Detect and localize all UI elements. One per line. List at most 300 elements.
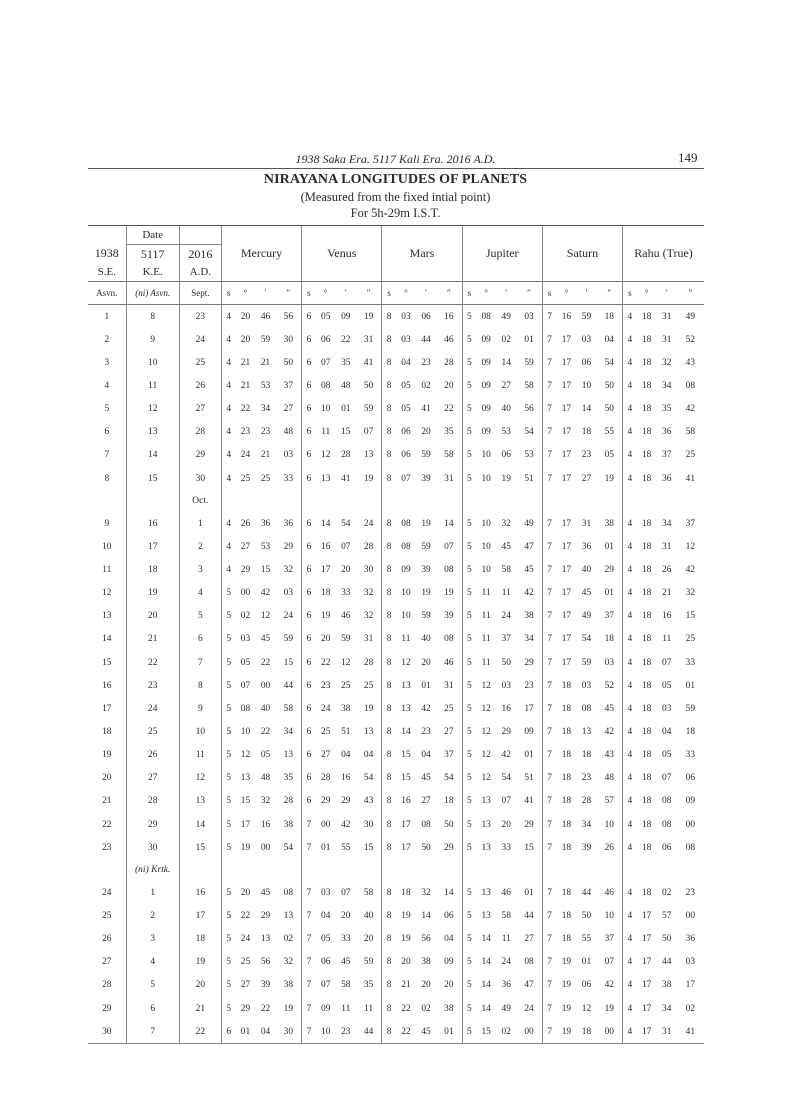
value-cell: 7 bbox=[302, 836, 316, 859]
value-cell: 5 bbox=[462, 512, 476, 535]
date-cell: 15 bbox=[126, 467, 179, 490]
value-cell: 7 bbox=[542, 974, 556, 997]
blank-cell bbox=[316, 490, 336, 512]
value-cell: 01 bbox=[421, 680, 431, 691]
value-cell: 11 bbox=[481, 611, 491, 622]
value-cell: 28 bbox=[363, 657, 374, 668]
unit-symbol: ° bbox=[476, 282, 496, 305]
value-cell: 38 bbox=[444, 1003, 454, 1014]
value-cell: 44 bbox=[581, 887, 592, 898]
blank-cell bbox=[396, 490, 416, 512]
date-cell: 12 bbox=[126, 398, 179, 421]
value-cell: 11 bbox=[341, 1003, 351, 1014]
value-cell: 17 bbox=[561, 334, 572, 345]
value-cell: 6 bbox=[302, 558, 316, 581]
value-cell: 25 bbox=[444, 703, 454, 714]
blank-cell bbox=[302, 263, 382, 282]
value-cell: 03 bbox=[581, 334, 592, 345]
table-row bbox=[88, 904, 704, 927]
value-cell: 16 bbox=[401, 796, 411, 807]
blank-cell bbox=[302, 226, 382, 245]
table-row bbox=[88, 997, 704, 1020]
value-cell: 34 bbox=[283, 726, 294, 737]
value-cell: 18 bbox=[641, 887, 652, 898]
value-cell: 47 bbox=[524, 980, 534, 991]
value-cell: 27 bbox=[283, 404, 294, 415]
value-cell: 18 bbox=[641, 380, 652, 391]
value-cell: 29 bbox=[604, 564, 614, 575]
page-title: NIRAYANA LONGITUDES OF PLANETS bbox=[263, 172, 528, 187]
date-cell: 6 bbox=[104, 427, 110, 438]
unit-symbol: ° bbox=[637, 282, 657, 305]
value-cell: 37 bbox=[662, 450, 672, 461]
date-cell: 25 bbox=[102, 910, 112, 921]
value-cell: 32 bbox=[363, 611, 374, 622]
planet-header: Mercury bbox=[221, 245, 301, 264]
blank-cell bbox=[623, 263, 704, 282]
value-cell: 10 bbox=[240, 726, 251, 737]
unit-symbol: s bbox=[462, 282, 476, 305]
date-cell: 28 bbox=[179, 421, 221, 444]
value-cell: 01 bbox=[604, 588, 614, 599]
value-cell: 18 bbox=[641, 842, 652, 853]
value-cell: 10 bbox=[581, 380, 592, 391]
unit-symbol: ′ bbox=[657, 282, 677, 305]
value-cell: 50 bbox=[604, 404, 614, 415]
value-cell: 13 bbox=[260, 934, 271, 945]
value-cell: 48 bbox=[283, 427, 294, 438]
value-cell: 4 bbox=[221, 558, 235, 581]
value-cell: 42 bbox=[685, 564, 696, 575]
table-row bbox=[88, 813, 704, 836]
value-cell: 46 bbox=[501, 887, 511, 898]
value-cell: 13 bbox=[481, 887, 491, 898]
value-cell: 44 bbox=[662, 957, 672, 968]
value-cell: 55 bbox=[604, 427, 614, 438]
value-cell: 01 bbox=[436, 1020, 462, 1044]
value-cell: 5 bbox=[462, 628, 476, 651]
value-cell: 18 bbox=[641, 611, 652, 622]
value-cell: 6 bbox=[302, 582, 316, 605]
value-cell: 50 bbox=[363, 380, 374, 391]
date-cell: 15 bbox=[179, 836, 221, 859]
value-cell: 7 bbox=[542, 421, 556, 444]
value-cell: 59 bbox=[260, 334, 271, 345]
value-cell: 8 bbox=[382, 720, 396, 743]
date-cell: 24 bbox=[102, 887, 112, 898]
value-cell: 7 bbox=[542, 444, 556, 467]
date-cell: 20 bbox=[179, 974, 221, 997]
value-cell: 4 bbox=[623, 720, 637, 743]
blank-cell bbox=[416, 859, 436, 881]
value-cell: 8 bbox=[382, 744, 396, 767]
table-row bbox=[88, 398, 704, 421]
value-cell: 03 bbox=[240, 634, 251, 645]
blank-cell bbox=[542, 859, 556, 881]
value-cell: 11 bbox=[401, 634, 411, 645]
value-cell: 6 bbox=[302, 467, 316, 490]
table-row bbox=[88, 674, 704, 697]
value-cell: 13 bbox=[283, 910, 294, 921]
month-se: Asvn. bbox=[88, 282, 126, 305]
value-cell: 6 bbox=[302, 398, 316, 421]
value-cell: 04 bbox=[341, 750, 351, 761]
value-cell: 17 bbox=[637, 1020, 657, 1044]
date-cell: 23 bbox=[179, 305, 221, 329]
value-cell: 10 bbox=[604, 819, 614, 830]
value-cell: 20 bbox=[444, 380, 454, 391]
value-cell: 4 bbox=[623, 421, 637, 444]
value-cell: 09 bbox=[524, 726, 534, 737]
value-cell: 44 bbox=[524, 910, 534, 921]
value-cell: 53 bbox=[501, 427, 511, 438]
unit-symbol: ′ bbox=[576, 282, 596, 305]
date-cell: 1 bbox=[179, 512, 221, 535]
value-cell: 17 bbox=[561, 518, 572, 529]
value-cell: 6 bbox=[302, 674, 316, 697]
value-cell: 29 bbox=[283, 541, 294, 552]
value-cell: 41 bbox=[341, 473, 351, 484]
value-cell: 06 bbox=[581, 357, 592, 368]
blank-cell bbox=[179, 226, 221, 245]
value-cell: 20 bbox=[240, 311, 251, 322]
value-cell: 59 bbox=[341, 634, 351, 645]
blank-cell bbox=[462, 226, 542, 245]
value-cell: 20 bbox=[341, 910, 351, 921]
date-cell: 21 bbox=[126, 628, 179, 651]
table-row bbox=[88, 974, 704, 997]
value-cell: 02 bbox=[496, 1020, 516, 1044]
unit-symbol: ′ bbox=[336, 282, 356, 305]
value-cell: 5 bbox=[221, 605, 235, 628]
value-cell: 21 bbox=[260, 357, 271, 368]
value-cell: 04 bbox=[444, 934, 454, 945]
value-cell: 12 bbox=[481, 750, 491, 761]
date-cell: 15 bbox=[102, 657, 112, 668]
value-cell: 5 bbox=[462, 305, 476, 329]
date-cell: 2 bbox=[104, 334, 110, 345]
value-cell: 17 bbox=[641, 1003, 652, 1014]
value-cell: 53 bbox=[260, 380, 271, 391]
value-cell: 5 bbox=[221, 928, 235, 951]
value-cell: 7 bbox=[302, 904, 316, 927]
value-cell: 10 bbox=[401, 611, 411, 622]
date-cell: 6 bbox=[179, 628, 221, 651]
value-cell: 39 bbox=[444, 611, 454, 622]
value-cell: 42 bbox=[421, 703, 431, 714]
value-cell: 4 bbox=[623, 467, 637, 490]
value-cell: 35 bbox=[444, 427, 454, 438]
value-cell: 23 bbox=[421, 357, 431, 368]
value-cell: 18 bbox=[641, 518, 652, 529]
value-cell: 12 bbox=[481, 703, 491, 714]
value-cell: 7 bbox=[302, 974, 316, 997]
value-cell: 50 bbox=[604, 380, 614, 391]
blank-cell bbox=[436, 490, 462, 512]
value-cell: 07 bbox=[341, 887, 351, 898]
value-cell: 31 bbox=[581, 518, 592, 529]
value-cell: 59 bbox=[283, 634, 294, 645]
value-cell: 4 bbox=[623, 398, 637, 421]
blank-cell bbox=[276, 490, 302, 512]
value-cell: 49 bbox=[524, 518, 534, 529]
value-cell: 27 bbox=[444, 726, 454, 737]
date-cell: 21 bbox=[179, 997, 221, 1020]
value-cell: 5 bbox=[462, 951, 476, 974]
value-cell: 25 bbox=[260, 473, 271, 484]
value-cell: 08 bbox=[662, 796, 672, 807]
table-row bbox=[88, 697, 704, 720]
blank-cell bbox=[576, 859, 596, 881]
value-cell: 49 bbox=[501, 1003, 511, 1014]
value-cell: 05 bbox=[401, 404, 411, 415]
table-row bbox=[88, 651, 704, 674]
value-cell: 00 bbox=[260, 842, 271, 853]
value-cell: 10 bbox=[604, 910, 614, 921]
date-cell: 8 bbox=[179, 674, 221, 697]
value-cell: 26 bbox=[240, 518, 251, 529]
value-cell: 19 bbox=[240, 842, 251, 853]
value-cell: 5 bbox=[221, 974, 235, 997]
value-cell: 7 bbox=[542, 558, 556, 581]
value-cell: 23 bbox=[240, 427, 251, 438]
value-cell: 4 bbox=[221, 467, 235, 490]
blank-cell bbox=[256, 859, 276, 881]
value-cell: 5 bbox=[221, 674, 235, 697]
value-cell: 6 bbox=[302, 328, 316, 351]
value-cell: 6 bbox=[302, 790, 316, 813]
value-cell: 32 bbox=[501, 518, 511, 529]
date-cell: 22 bbox=[179, 1020, 221, 1044]
value-cell: 08 bbox=[283, 887, 294, 898]
value-cell: 05 bbox=[321, 934, 331, 945]
unit-symbol: ′ bbox=[496, 282, 516, 305]
date-cell: 5 bbox=[126, 974, 179, 997]
value-cell: 13 bbox=[481, 819, 491, 830]
value-cell: 07 bbox=[321, 980, 331, 991]
value-cell: 23 bbox=[260, 427, 271, 438]
value-cell: 09 bbox=[401, 564, 411, 575]
blank-cell bbox=[88, 859, 126, 881]
value-cell: 42 bbox=[604, 980, 614, 991]
value-cell: 39 bbox=[421, 564, 431, 575]
value-cell: 7 bbox=[542, 398, 556, 421]
table-row bbox=[88, 328, 704, 351]
value-cell: 17 bbox=[524, 703, 534, 714]
value-cell: 31 bbox=[662, 311, 672, 322]
value-cell: 04 bbox=[321, 910, 331, 921]
value-cell: 59 bbox=[581, 311, 592, 322]
value-cell: 5 bbox=[462, 674, 476, 697]
value-cell: 6 bbox=[302, 305, 316, 329]
header-row-years bbox=[88, 245, 704, 264]
value-cell: 4 bbox=[221, 374, 235, 397]
value-cell: 57 bbox=[604, 796, 614, 807]
value-cell: 59 bbox=[421, 450, 431, 461]
unit-symbol: s bbox=[221, 282, 235, 305]
value-cell: 14 bbox=[481, 1003, 491, 1014]
value-cell: 39 bbox=[421, 473, 431, 484]
date-cell: 2 bbox=[126, 904, 179, 927]
value-cell: 8 bbox=[382, 1020, 396, 1044]
value-cell: 5 bbox=[462, 558, 476, 581]
date-cell: 27 bbox=[126, 767, 179, 790]
value-cell: 4 bbox=[623, 558, 637, 581]
value-cell: 07 bbox=[341, 541, 351, 552]
value-cell: 8 bbox=[382, 697, 396, 720]
value-cell: 04 bbox=[604, 334, 614, 345]
date-cell: 24 bbox=[179, 328, 221, 351]
value-cell: 7 bbox=[302, 813, 316, 836]
value-cell: 19 bbox=[444, 588, 454, 599]
value-cell: 5 bbox=[462, 720, 476, 743]
blank-cell bbox=[476, 859, 496, 881]
date-cell: 22 bbox=[102, 819, 112, 830]
date-cell: 19 bbox=[102, 750, 112, 761]
value-cell: 09 bbox=[321, 1003, 331, 1014]
value-cell: 19 bbox=[561, 1003, 572, 1014]
value-cell: 59 bbox=[363, 957, 374, 968]
value-cell: 49 bbox=[501, 311, 511, 322]
date-cell: 11 bbox=[126, 374, 179, 397]
value-cell: 29 bbox=[341, 796, 351, 807]
value-cell: 33 bbox=[283, 473, 294, 484]
value-cell: 08 bbox=[444, 564, 454, 575]
value-cell: 43 bbox=[604, 750, 614, 761]
value-cell: 05 bbox=[260, 750, 271, 761]
date-cell: 10 bbox=[126, 351, 179, 374]
table-row bbox=[88, 744, 704, 767]
date-cell: 29 bbox=[179, 444, 221, 467]
value-cell: 5 bbox=[221, 790, 235, 813]
value-cell: 09 bbox=[481, 357, 491, 368]
value-cell: 54 bbox=[581, 634, 592, 645]
month-ad: Sept. bbox=[179, 282, 221, 305]
blank-cell bbox=[637, 859, 657, 881]
era2-year: 5117 bbox=[126, 245, 179, 264]
value-cell: 15 bbox=[401, 773, 411, 784]
value-cell: 00 bbox=[685, 910, 696, 921]
value-cell: 15 bbox=[476, 1020, 496, 1044]
value-cell: 5 bbox=[221, 651, 235, 674]
date-cell: 30 bbox=[88, 1020, 126, 1044]
table-row bbox=[88, 628, 704, 651]
date-cell: 17 bbox=[126, 535, 179, 558]
value-cell: 24 bbox=[321, 703, 331, 714]
value-cell: 6 bbox=[302, 628, 316, 651]
value-cell: 31 bbox=[363, 634, 374, 645]
date-cell: 20 bbox=[102, 773, 112, 784]
value-cell: 56 bbox=[421, 934, 431, 945]
blank-cell bbox=[516, 859, 542, 881]
value-cell: 06 bbox=[444, 910, 454, 921]
value-cell: 46 bbox=[341, 611, 351, 622]
value-cell: 7 bbox=[542, 881, 556, 904]
value-cell: 5 bbox=[462, 467, 476, 490]
value-cell: 16 bbox=[501, 703, 511, 714]
value-cell: 18 bbox=[641, 726, 652, 737]
date-cell: 24 bbox=[126, 697, 179, 720]
value-cell: 28 bbox=[341, 450, 351, 461]
blank-cell bbox=[677, 490, 704, 512]
value-cell: 7 bbox=[302, 997, 316, 1020]
value-cell: 04 bbox=[662, 726, 672, 737]
value-cell: 17 bbox=[561, 588, 572, 599]
value-cell: 27 bbox=[581, 473, 592, 484]
value-cell: 18 bbox=[561, 910, 572, 921]
value-cell: 6 bbox=[302, 351, 316, 374]
value-cell: 10 bbox=[316, 1020, 336, 1044]
value-cell: 6 bbox=[302, 512, 316, 535]
value-cell: 18 bbox=[641, 796, 652, 807]
value-cell: 19 bbox=[363, 703, 374, 714]
blank-cell bbox=[235, 490, 255, 512]
value-cell: 06 bbox=[662, 842, 672, 853]
value-cell: 8 bbox=[382, 951, 396, 974]
date-cell: 8 bbox=[126, 305, 179, 329]
value-cell: 18 bbox=[641, 450, 652, 461]
blank-cell bbox=[462, 490, 476, 512]
value-cell: 43 bbox=[363, 796, 374, 807]
blank-cell bbox=[336, 490, 356, 512]
blank-cell bbox=[356, 859, 382, 881]
value-cell: 8 bbox=[382, 881, 396, 904]
value-cell: 7 bbox=[542, 305, 556, 329]
value-cell: 07 bbox=[444, 541, 454, 552]
value-cell: 17 bbox=[561, 450, 572, 461]
value-cell: 41 bbox=[524, 796, 534, 807]
value-cell: 58 bbox=[524, 380, 534, 391]
value-cell: 13 bbox=[481, 842, 491, 853]
value-cell: 29 bbox=[524, 657, 534, 668]
value-cell: 28 bbox=[444, 357, 454, 368]
value-cell: 4 bbox=[623, 974, 637, 997]
date-cell: 26 bbox=[102, 934, 112, 945]
value-cell: 15 bbox=[283, 657, 294, 668]
value-cell: 14 bbox=[444, 887, 454, 898]
blank-cell bbox=[436, 859, 462, 881]
value-cell: 8 bbox=[382, 974, 396, 997]
value-cell: 17 bbox=[561, 404, 572, 415]
value-cell: 12 bbox=[240, 750, 251, 761]
value-cell: 52 bbox=[604, 680, 614, 691]
value-cell: 00 bbox=[240, 588, 251, 599]
blank-cell bbox=[496, 490, 516, 512]
value-cell: 06 bbox=[581, 980, 592, 991]
era1-label: S.E. bbox=[97, 266, 116, 278]
value-cell: 01 bbox=[604, 541, 614, 552]
table-row bbox=[88, 444, 704, 467]
date-cell: 12 bbox=[102, 588, 112, 599]
value-cell: 14 bbox=[444, 518, 454, 529]
value-cell: 50 bbox=[283, 357, 294, 368]
date-cell: 16 bbox=[102, 680, 112, 691]
value-cell: 7 bbox=[542, 767, 556, 790]
value-cell: 54 bbox=[283, 842, 294, 853]
value-cell: 34 bbox=[260, 404, 271, 415]
value-cell: 16 bbox=[321, 541, 331, 552]
value-cell: 45 bbox=[501, 541, 511, 552]
value-cell: 20 bbox=[240, 887, 251, 898]
blank-cell bbox=[462, 263, 542, 282]
date-cell: 18 bbox=[126, 558, 179, 581]
value-cell: 4 bbox=[623, 535, 637, 558]
value-cell: 6 bbox=[302, 535, 316, 558]
value-cell: 34 bbox=[524, 634, 534, 645]
value-cell: 8 bbox=[382, 535, 396, 558]
value-cell: 4 bbox=[623, 881, 637, 904]
table-row bbox=[88, 421, 704, 444]
